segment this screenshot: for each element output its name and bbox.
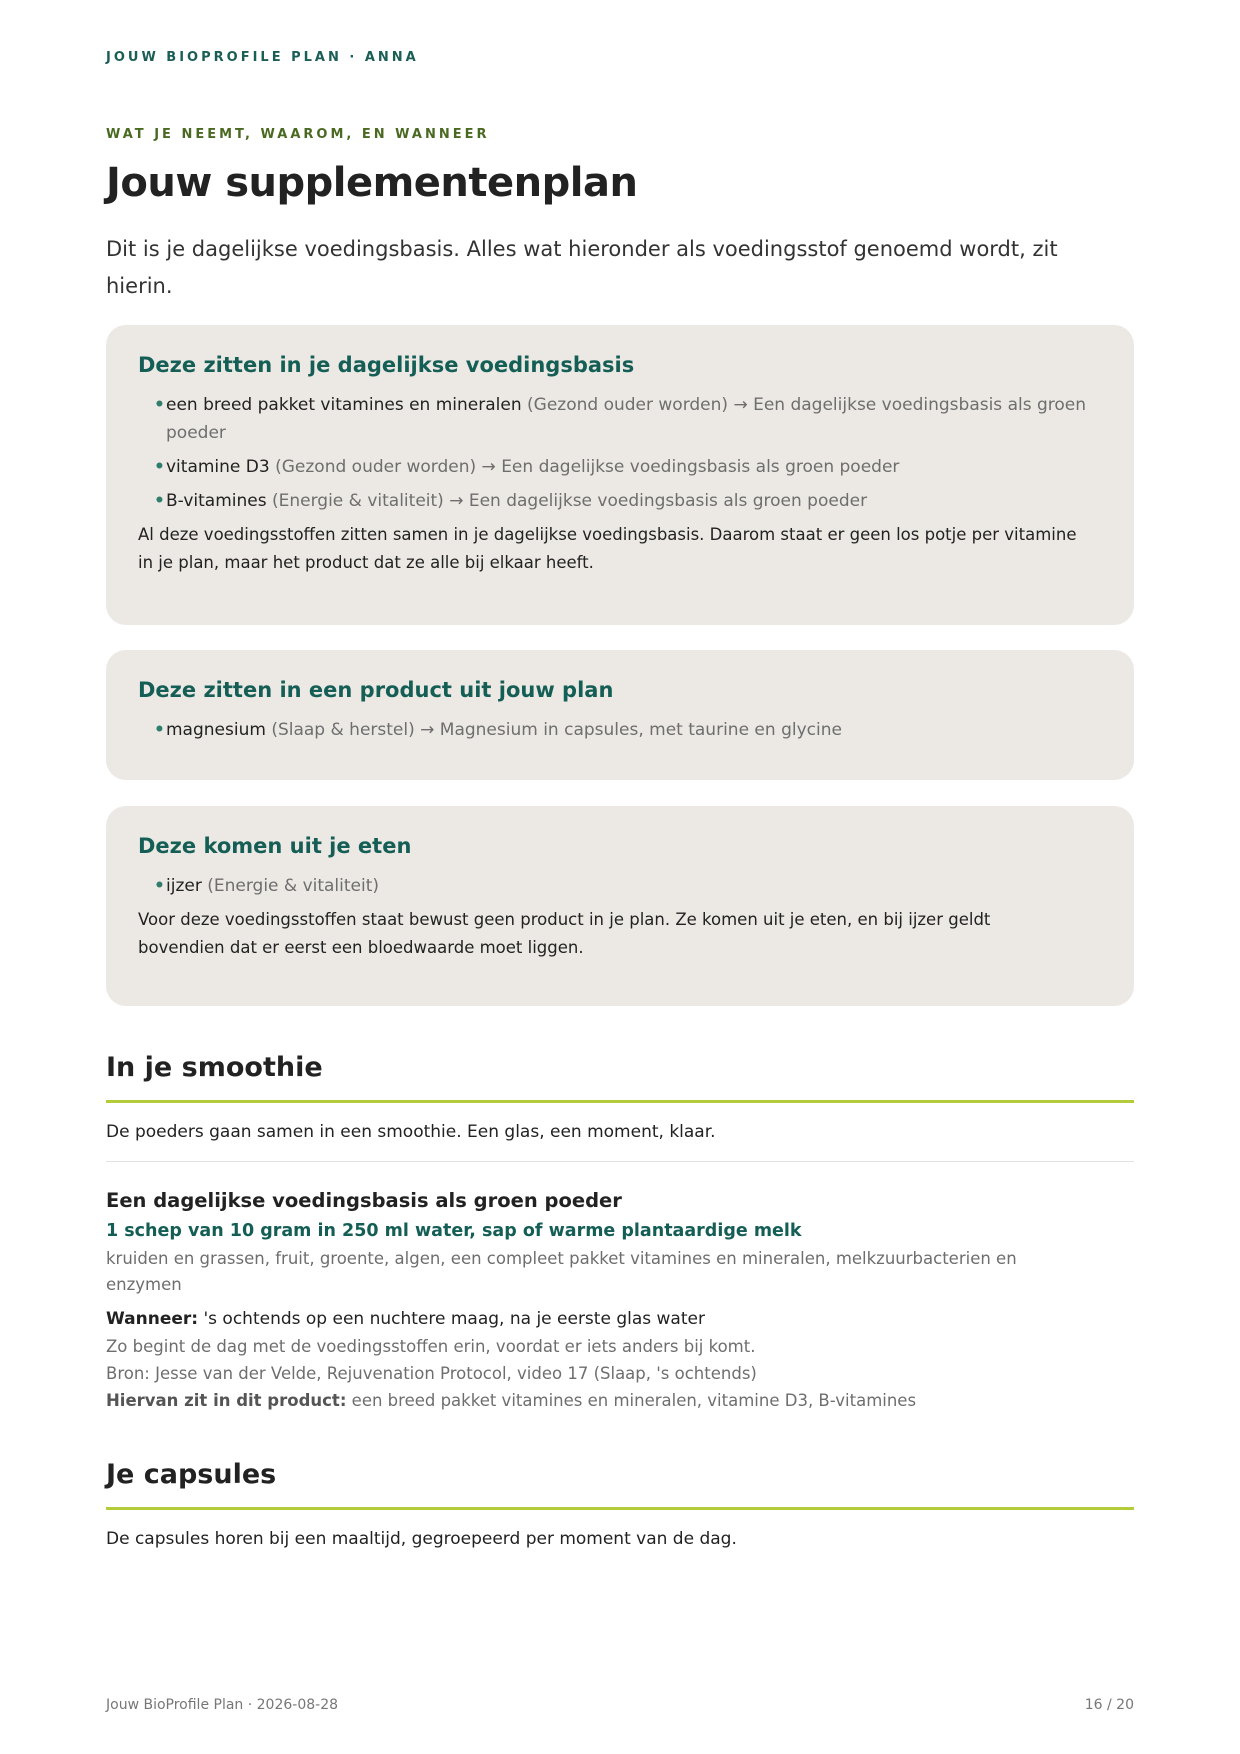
nutrient-detail: (Slaap & herstel) → Magnesium in capsules, met taurine en glycine [271,720,842,740]
bullet-icon: • [154,876,165,896]
product-entry [106,1186,1134,1414]
footer-document-info: Jouw BioProfile Plan · 2026-08-28 [106,1697,339,1713]
list-item [154,716,1086,744]
product-contains [106,1387,1134,1414]
section-title-smoothie: In je smoothie [106,1052,323,1083]
list-item [154,872,1086,900]
list-item [154,391,1086,447]
running-header: JOUW BIOPROFILE PLAN · ANNA [106,50,419,65]
page-title: Jouw supplementenplan [106,160,638,206]
nutrient-name: magnesium [166,720,266,740]
product-name: Een dagelijkse voedingsbasis als groen poeder [106,1189,622,1212]
product-dose: 1 schep van 10 gram in 250 ml water, sap of warme plantaardige melk [106,1221,802,1241]
bullet-icon: • [154,457,165,477]
section-eyebrow: WAT JE NEEMT, WAAROM, EN WANNEER [106,127,490,142]
product-reason: Zo begint de dag met de voedingsstoffen erin, voordat er iets anders bij komt. [106,1337,756,1356]
nutrient-detail: (Gezond ouder worden) → Een dagelijkse voedingsbasis als groen poeder [166,395,1087,443]
card-note: Voor deze voedingsstoffen staat bewust geen product in je plan. Ze komen uit je eten, en bij ijzer geldt bovendien dat er eerst een bloedwaarde moet liggen. [138,910,991,957]
page-intro: Dit is je dagelijkse voedingsbasis. Alles wat hieronder als voedingsstof genoemd wordt, zit hierin. [106,237,1058,298]
section-divider [106,1100,1134,1103]
contains-label: Hiervan zit in dit product: [106,1391,347,1410]
contains-value: een breed pakket vitamines en mineralen, vitamine D3, B-vitamines [346,1391,917,1410]
when-label: Wanneer: [106,1309,199,1329]
product-source: Bron: Jesse van der Velde, Rejuvenation Protocol, video 17 (Slaap, 's ochtends) [106,1364,757,1383]
nutrient-name: ijzer [166,876,202,896]
section-title-capsules: Je capsules [106,1459,277,1490]
card-title: Deze komen uit je eten [138,834,412,858]
nutrient-name: een breed pakket vitamines en mineralen [166,395,522,415]
nutrient-list [138,391,1102,515]
footer-page-number: 16 / 20 [1084,1697,1134,1713]
nutrient-list [138,872,1102,900]
list-item [154,487,1086,515]
card-daily-base [106,325,1134,625]
card-title: Deze zitten in een product uit jouw plan [138,678,614,702]
section-intro-capsules: De capsules horen bij een maaltijd, gegroepeerd per moment van de dag. [106,1529,737,1549]
bullet-icon: • [154,395,165,415]
nutrient-detail: (Energie & vitaliteit) → Een dagelijkse voedingsbasis als groen poeder [272,491,868,511]
card-title: Deze zitten in je dagelijkse voedingsbasis [138,353,635,377]
bullet-icon: • [154,491,165,511]
nutrient-detail: (Gezond ouder worden) → Een dagelijkse voedingsbasis als groen poeder [275,457,900,477]
card-plan-product [106,650,1134,780]
nutrient-list [138,716,1102,744]
card-note: Al deze voedingsstoffen zitten samen in je dagelijkse voedingsbasis. Daarom staat er geen los potje per vitamine in je plan, maar het product dat ze alle bij elkaar heeft. [138,525,1077,572]
product-when [106,1306,1134,1333]
section-intro-smoothie: De poeders gaan samen in een smoothie. Een glas, een moment, klaar. [106,1122,716,1142]
nutrient-name: B-vitamines [166,491,267,511]
when-value: 's ochtends op een nuchtere maag, na je eerste glas water [198,1309,705,1329]
card-from-food [106,806,1134,1006]
product-description: kruiden en grassen, fruit, groente, algen, een compleet pakket vitamines en mineralen, melkzuurbacterien en enzymen [106,1249,1017,1294]
bullet-icon: • [154,720,165,740]
nutrient-detail: (Energie & vitaliteit) [207,876,380,896]
item-divider [106,1161,1134,1162]
section-divider [106,1507,1134,1510]
nutrient-name: vitamine D3 [166,457,270,477]
list-item [154,453,1086,481]
